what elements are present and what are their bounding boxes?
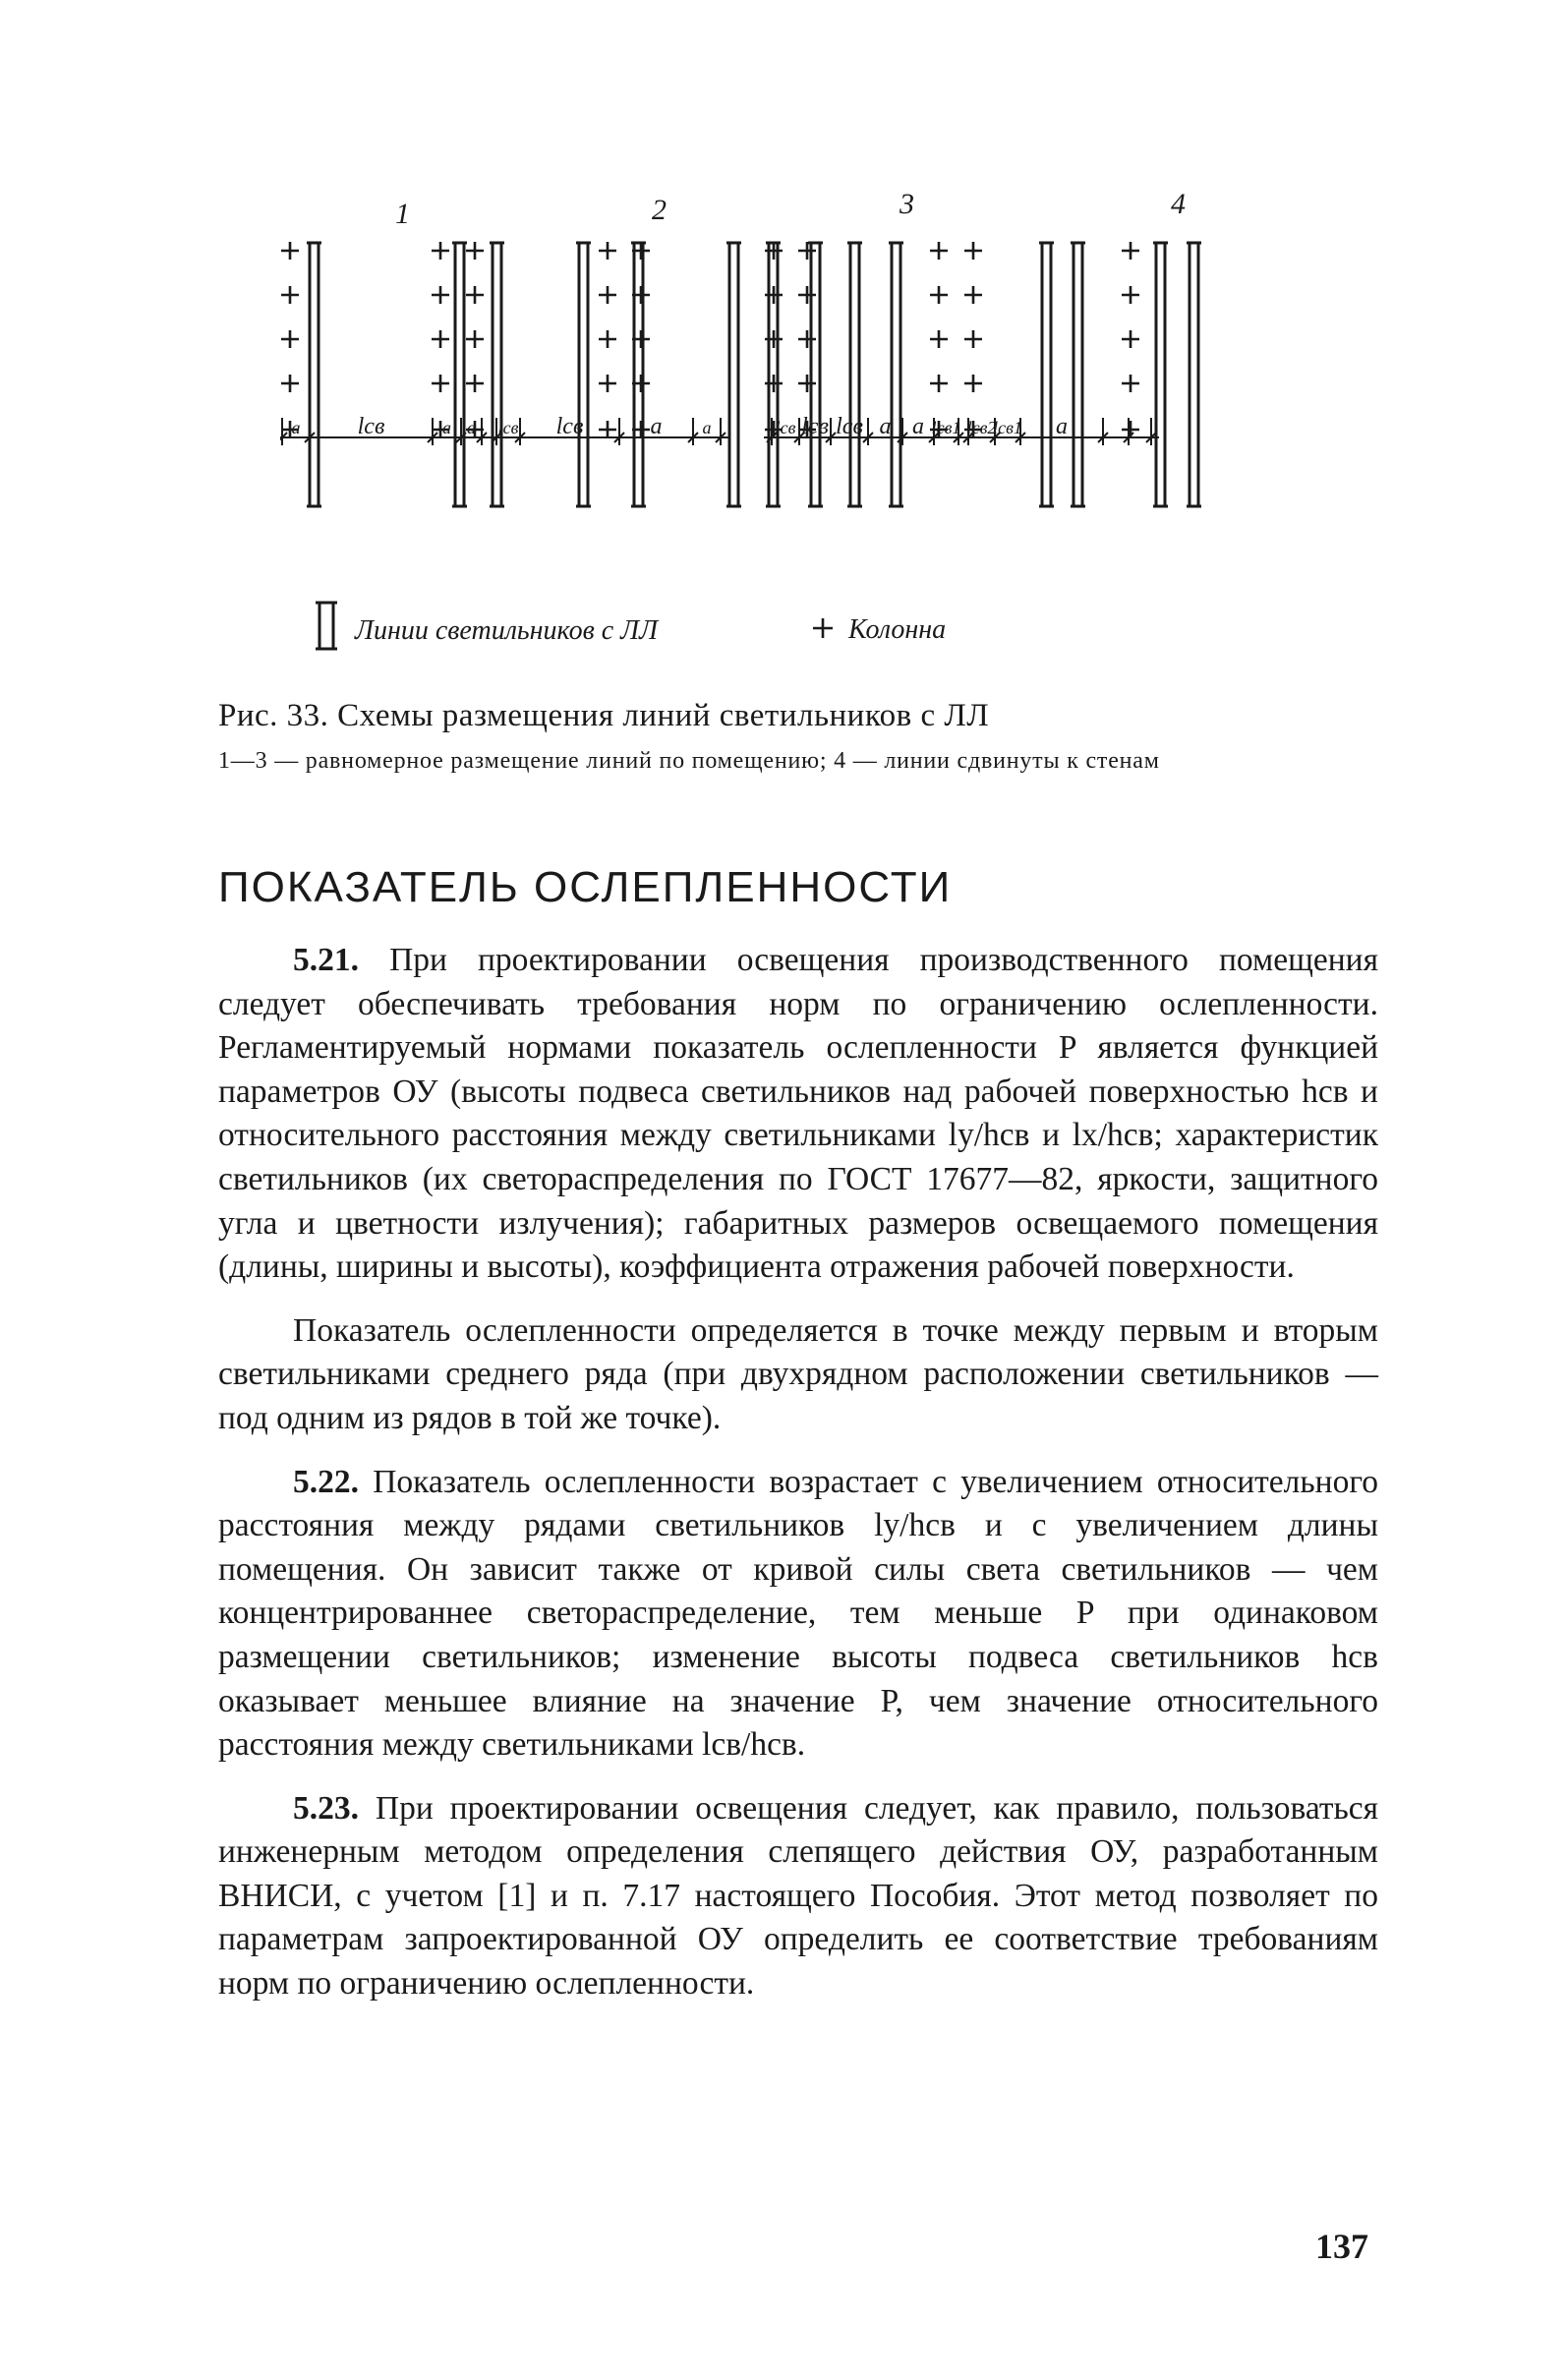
- group-number-1: 1: [395, 198, 410, 230]
- column-marker: [798, 375, 816, 392]
- section-heading: ПОКАЗАТЕЛЬ ОСЛЕПЛЕННОСТИ: [218, 863, 953, 911]
- luminaire-line: [1071, 243, 1085, 506]
- legend-column-label: Колонна: [848, 614, 947, 645]
- dimension-label: lсв: [555, 414, 584, 439]
- dimension-tick: [614, 418, 624, 445]
- dimension-label: a: [467, 418, 476, 437]
- legend-lines-label: Линии светильников с ЛЛ: [355, 615, 659, 646]
- legend-line-symbol: [316, 603, 337, 649]
- column-marker: [281, 330, 299, 348]
- column-marker: [432, 375, 449, 392]
- luminaire-line: [1187, 243, 1201, 506]
- column-marker: [599, 242, 616, 260]
- dimension-tick: [863, 418, 873, 445]
- paragraph-number: 5.22.: [293, 1463, 359, 1500]
- dimension-tick: [280, 418, 287, 445]
- dimension-label: lсв: [497, 418, 519, 437]
- paragraph-text: При проектировании освещения следует, как правило, пользоваться инженерным методом определения слепящего действия ОУ, разработанным ВНИСИ, с учетом [1] и п. 7.17 настоящего Пособия. Этот метод позволяет по параметрам запроектированной ОУ определить ее соответствие требованиям норм по ограничению ослепленности.: [218, 1789, 1379, 2003]
- lighting-layout-figure: [280, 172, 1342, 723]
- paragraph-text: Показатель ослепленности определяется в точке между первым и вторым светильниками среднего ряда (при двухрядном расположении светильников — под одним из рядов в той же точке).: [218, 1311, 1378, 1436]
- dimension-label: lсв1: [931, 418, 961, 437]
- group-number-2: 2: [652, 194, 667, 226]
- column-marker: [599, 421, 616, 438]
- column-marker: [466, 375, 484, 392]
- dimension-label: a: [702, 418, 712, 437]
- column-marker: [432, 330, 449, 348]
- paragraph: [218, 1787, 1378, 2006]
- column-marker: [1122, 375, 1139, 392]
- group-number-4: 4: [1171, 188, 1186, 220]
- luminaire-line: [490, 243, 504, 506]
- dimension-label: a: [650, 414, 663, 439]
- column-marker: [1122, 286, 1139, 304]
- dimension-tick: [428, 418, 437, 445]
- column-marker: [930, 286, 948, 304]
- column-marker: [466, 242, 484, 260]
- dimension-tick: [305, 418, 315, 445]
- dimension-lines: [280, 418, 1159, 445]
- dimension-label: lсв1: [993, 418, 1022, 437]
- dimension-labels: [292, 414, 1069, 439]
- luminaire-line: [576, 243, 591, 506]
- lighting-layout-diagram: [280, 172, 1342, 723]
- column-marker: [432, 242, 449, 260]
- column-marker: [281, 242, 299, 260]
- dimension-label: lсв: [357, 414, 385, 439]
- column-marker: [1122, 330, 1139, 348]
- column-marker: [964, 286, 982, 304]
- column-marker: [798, 242, 816, 260]
- luminaire-line: [726, 243, 741, 506]
- dimension-tick: [1124, 418, 1133, 445]
- dimension-label: lсв2: [966, 418, 997, 437]
- body-text: [218, 939, 1378, 2006]
- column-marker: [964, 375, 982, 392]
- legend-column-symbol: [813, 618, 833, 638]
- column-marker: [930, 375, 948, 392]
- column-marker: [466, 330, 484, 348]
- luminaire-line: [889, 243, 903, 506]
- paragraph: [218, 939, 1378, 1290]
- dimension-label: a: [1056, 414, 1068, 439]
- column-marker: [466, 286, 484, 304]
- luminaire-line: [631, 243, 646, 506]
- paragraph-text: При проектировании освещения производственного помещения следует обеспечивать требования норм по ограничению ослепленности. Регламентируемый нормами показатель ослепленности P является функцией параметров ОУ (высоты подвеса светильников над рабочей поверхностью hсв и относительного расстояния между светильниками ly/hсв и lx/hсв; характеристик светильников (их светораспределения по ГОСТ 17677—82, яркости, защитного угла и цветности излучения); габаритных размеров освещаемого помещения (длины, ширины и высоты), коэффициента отражения рабочей поверхности.: [218, 942, 1378, 1286]
- dimension-label: a: [879, 414, 892, 439]
- figure-caption-note: 1—3 — равномерное размещение линий по помещению; 4 — линии сдвинуты к стенам: [218, 748, 1160, 774]
- column-marker: [432, 286, 449, 304]
- column-marker: [798, 286, 816, 304]
- page-number: 137: [1315, 2227, 1368, 2266]
- column-marker: [964, 242, 982, 260]
- column-marker: [798, 330, 816, 348]
- column-marker: [930, 242, 948, 260]
- paragraph: [218, 1309, 1378, 1441]
- dimension-tick: [688, 418, 698, 445]
- dimension-label: lсв: [775, 418, 796, 437]
- paragraph-number: 5.23.: [293, 1789, 359, 1827]
- luminaire-line: [1039, 243, 1054, 506]
- dimension-label: a: [912, 414, 924, 439]
- dimension-tick: [477, 418, 487, 445]
- luminaire-line: [847, 243, 862, 506]
- column-marker: [599, 286, 616, 304]
- column-marker: [1122, 242, 1139, 260]
- paragraph-number: 5.21.: [293, 942, 359, 978]
- columns: [281, 242, 1139, 438]
- dimension-tick: [716, 418, 725, 445]
- column-marker: [599, 375, 616, 392]
- dimension-tick: [1098, 418, 1108, 445]
- luminaire-line: [808, 243, 823, 506]
- paragraph-text: Показатель ослепленности возрастает с увеличением относительного расстояния между рядами светильников ly/hсв и с увеличением длины помещения. Он зависит также от кривой силы света светильников — чем концентрированнее светораспределение, тем меньше P при одинаковом размещении светильников; изменение высоты подвеса светильников hсв оказывает меньшее влияние на значение P, чем значение относительного расстояния между светильниками lсв/hсв.: [218, 1463, 1378, 1764]
- column-marker: [964, 330, 982, 348]
- column-marker: [930, 330, 948, 348]
- dimension-label: lсв: [836, 414, 863, 439]
- paragraph: [218, 1461, 1378, 1768]
- dimension-label: a: [291, 418, 301, 437]
- luminaire-line: [1153, 243, 1168, 506]
- dimension-label: lсв: [801, 414, 829, 439]
- column-marker: [599, 330, 616, 348]
- group-number-3: 3: [900, 188, 914, 220]
- column-marker: [281, 286, 299, 304]
- figure-caption-title: Рис. 33. Схемы размещения линий светильников с ЛЛ: [218, 698, 990, 733]
- luminaire-line: [452, 243, 467, 506]
- luminaire-line: [307, 243, 321, 506]
- dimension-label: a: [442, 418, 451, 437]
- column-marker: [281, 375, 299, 392]
